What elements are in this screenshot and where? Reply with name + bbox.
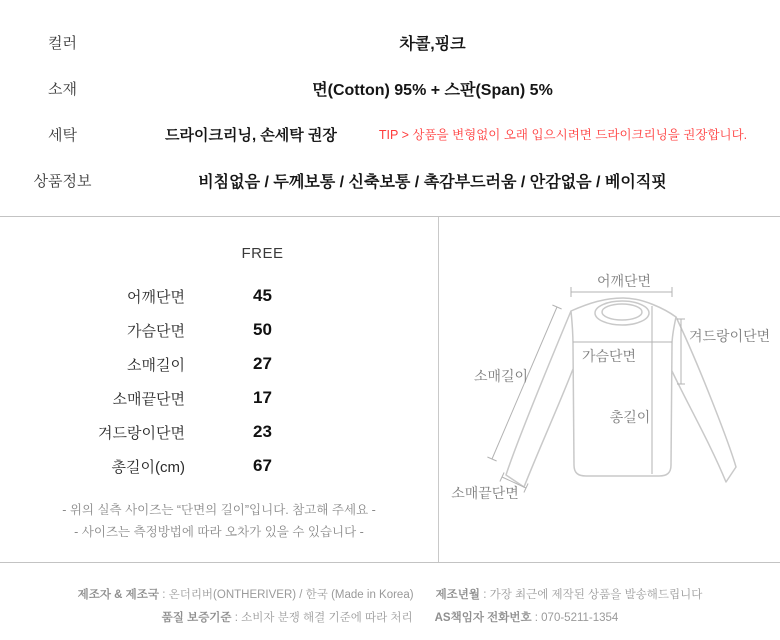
info-label-washing: 세탁 bbox=[48, 126, 77, 144]
size-row-cuff bbox=[0, 381, 438, 415]
size-label-cuff: 소매끝단면 bbox=[112, 390, 185, 408]
size-table bbox=[0, 243, 438, 483]
footer-sep: : bbox=[231, 612, 242, 624]
size-row-chest bbox=[0, 313, 438, 347]
footer-manufacturer bbox=[78, 584, 414, 607]
left-sleeve-shape bbox=[506, 311, 573, 487]
footer-sep: : bbox=[480, 589, 490, 601]
size-row-total-length bbox=[0, 449, 438, 483]
size-notes bbox=[0, 499, 438, 543]
footer-manufacturer-value: 온더리버(ONTHERIVER) / 한국 (Made in Korea) bbox=[168, 589, 414, 601]
info-value-product-details: 비침없음 / 두께보통 / 신축보통 / 촉감부드러움 / 안감없음 / 베이직핏 bbox=[198, 173, 667, 191]
washing-tip-text: TIP > 상품을 변형없이 오래 입으시려면 드라이크리닝을 권장합니다. bbox=[378, 128, 748, 142]
size-value-armhole: 23 bbox=[253, 422, 272, 441]
size-row-shoulder bbox=[0, 279, 438, 313]
info-value-color: 차콜,핑크 bbox=[399, 35, 466, 53]
size-label-sleeve-length: 소매길이 bbox=[127, 356, 185, 374]
size-label-armhole: 겨드랑이단면 bbox=[98, 424, 185, 442]
footer-warranty bbox=[162, 607, 413, 630]
size-note-2: - 사이즈는 측정방법에 따라 오차가 있을 수 있습니다 - bbox=[74, 525, 364, 539]
size-value-shoulder: 45 bbox=[253, 286, 272, 305]
footer-warranty-value: 소비자 분쟁 해결 기준에 따라 처리 bbox=[241, 612, 413, 624]
footer-warranty-label: 품질 보증기준 bbox=[161, 612, 232, 624]
product-info-table bbox=[0, 0, 780, 217]
info-label-color: 컬러 bbox=[48, 34, 77, 52]
size-table-header-row bbox=[0, 243, 438, 263]
info-label-material: 소재 bbox=[48, 80, 77, 98]
size-section bbox=[0, 217, 780, 563]
footer-as-phone-label: AS책임자 전화번호 bbox=[434, 612, 532, 624]
info-row-product-details bbox=[0, 157, 780, 203]
label-sleeve-length: 소매길이 bbox=[473, 368, 529, 384]
label-total-length: 총길이 bbox=[609, 409, 651, 425]
info-value-washing-wrap bbox=[125, 124, 780, 145]
footer-manufacturer-label: 제조자 & 제조국 bbox=[77, 589, 160, 601]
size-value-total-length: 67 bbox=[253, 456, 272, 475]
footer-sep: : bbox=[531, 612, 542, 624]
footer-sep: : bbox=[159, 589, 169, 601]
size-note-1: - 위의 실측 사이즈는 “단면의 길이”입니다. 참고해 주세요 - bbox=[62, 503, 376, 517]
footer-manufacture-date-value: 가장 최근에 제작된 상품을 발송해드립니다 bbox=[489, 589, 703, 601]
info-value-washing: 드라이크리닝, 손세탁 권장 bbox=[165, 126, 337, 144]
size-row-armhole bbox=[0, 415, 438, 449]
size-value-cuff: 17 bbox=[253, 388, 272, 407]
garment-diagram-illustration bbox=[439, 217, 779, 563]
info-row-washing bbox=[0, 111, 780, 157]
size-value-chest: 50 bbox=[253, 320, 272, 339]
info-row-material bbox=[0, 65, 780, 111]
size-label-shoulder: 어깨단면 bbox=[127, 288, 185, 306]
label-cuff: 소매끝단면 bbox=[451, 485, 519, 501]
footer-manufacture-date-label: 제조년월 bbox=[435, 589, 480, 601]
size-label-chest: 가슴단면 bbox=[127, 322, 185, 340]
footer-line-2 bbox=[0, 607, 780, 630]
size-table-panel bbox=[0, 217, 439, 562]
footer-manufacture-date bbox=[436, 584, 703, 607]
footer-as-phone-value: 070-5211-1354 bbox=[541, 612, 619, 624]
label-chest: 가슴단면 bbox=[581, 348, 637, 364]
info-value-material: 면(Cotton) 95% + 스판(Span) 5% bbox=[312, 81, 553, 99]
label-armhole: 겨드랑이단면 bbox=[689, 328, 771, 344]
size-value-sleeve-length: 27 bbox=[253, 354, 272, 373]
footer-line-1 bbox=[0, 584, 780, 607]
size-row-sleeve-length bbox=[0, 347, 438, 381]
size-label-total-length: 총길이(cm) bbox=[111, 458, 185, 476]
info-label-product-details: 상품정보 bbox=[33, 172, 92, 190]
manufacturer-footer bbox=[0, 563, 780, 630]
garment-diagram-panel bbox=[439, 217, 780, 562]
info-row-color bbox=[0, 19, 780, 65]
footer-as-phone bbox=[435, 607, 619, 630]
size-column-header: FREE bbox=[241, 244, 284, 262]
label-shoulder: 어깨단면 bbox=[596, 273, 652, 289]
collar-inner bbox=[602, 304, 642, 320]
